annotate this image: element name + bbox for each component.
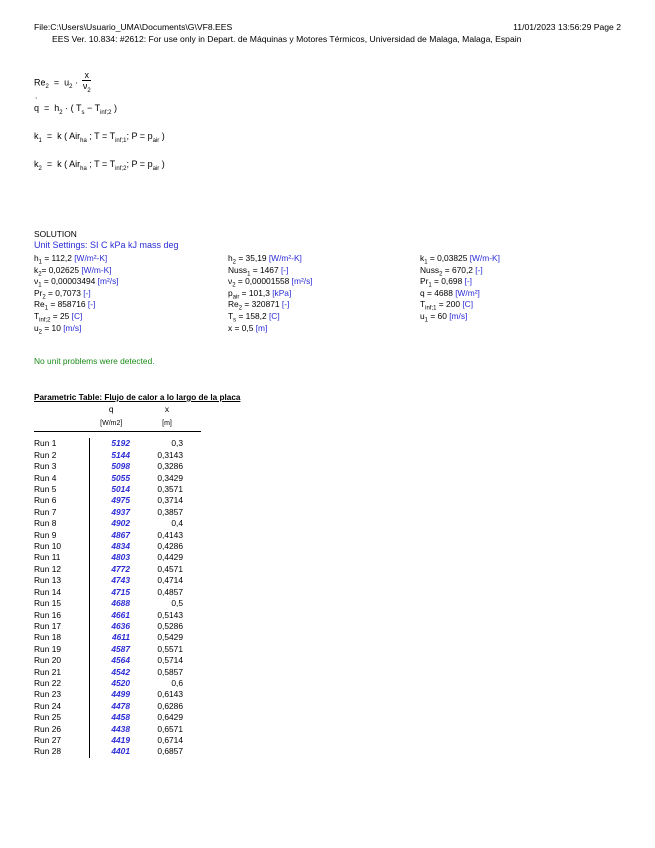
run-label: Run 6 xyxy=(34,495,57,506)
variable-name: Re xyxy=(228,299,239,310)
variable-value: = 60 xyxy=(428,310,450,321)
table-header-row xyxy=(34,404,201,415)
run-label: Run 8 xyxy=(34,518,57,529)
run-label: Run 21 xyxy=(34,666,62,677)
run-label: Run 26 xyxy=(34,723,62,734)
run-label: Run 13 xyxy=(34,575,62,586)
variable-name: ˙ q xyxy=(420,288,425,298)
variable-name: T xyxy=(420,299,426,310)
run-label: Run 25 xyxy=(34,712,62,723)
table-row xyxy=(34,438,201,449)
variable-unit: [-] xyxy=(281,299,290,310)
variable-value: = 200 xyxy=(436,299,463,310)
run-label: Run 27 xyxy=(34,734,62,745)
solution-variable xyxy=(34,288,119,300)
x-value: 0,4714 xyxy=(157,575,183,586)
q-value: 4401 xyxy=(90,746,134,757)
table-row xyxy=(34,701,201,712)
unit-x: [m] xyxy=(162,419,172,427)
variable-subscript: 2 xyxy=(38,329,43,336)
run-label: Run 20 xyxy=(34,655,62,666)
variable-value: = 670,2 xyxy=(442,264,476,275)
table-row xyxy=(34,518,201,529)
run-label: Run 1 xyxy=(34,438,57,449)
variable-value: = 0,00003494 xyxy=(41,276,98,287)
variable-subscript: 2 xyxy=(232,259,237,266)
variable-subscript: 2 xyxy=(38,271,42,278)
variable-value: = 0,02625 xyxy=(41,264,82,275)
solution-variable xyxy=(228,299,313,311)
table-row xyxy=(34,746,201,757)
run-label: Run 14 xyxy=(34,586,62,597)
x-value: 0,4857 xyxy=(157,586,183,597)
variable-name: Pr xyxy=(34,287,43,298)
x-value: 0,3857 xyxy=(157,506,183,517)
variable-name: k xyxy=(34,264,39,275)
variable-subscript: 2 xyxy=(232,282,236,289)
x-value: 0,6714 xyxy=(157,734,183,745)
table-row xyxy=(34,541,201,552)
x-value: 0,4429 xyxy=(157,552,183,563)
variable-value: = 0,698 xyxy=(431,276,465,287)
q-value: 5014 xyxy=(90,484,134,495)
variable-subscript: 1 xyxy=(38,259,43,266)
table-row xyxy=(34,689,201,700)
variable-subscript: 1 xyxy=(424,317,429,324)
run-label: Run 24 xyxy=(34,700,62,711)
variable-unit: [C] xyxy=(462,299,474,310)
q-value: 4542 xyxy=(90,667,134,678)
run-label: Run 22 xyxy=(34,677,62,688)
q-value: 4419 xyxy=(90,735,134,746)
run-label: Run 16 xyxy=(34,609,62,620)
solution-column-3 xyxy=(420,253,500,323)
solution-variable xyxy=(420,288,500,300)
variable-subscript: 1 xyxy=(424,259,428,266)
table-row xyxy=(34,484,201,495)
table-row xyxy=(34,530,201,541)
run-label: Run 18 xyxy=(34,632,62,643)
solution-variable xyxy=(228,265,313,277)
solution-variable xyxy=(34,311,119,323)
run-label: Run 15 xyxy=(34,598,62,609)
variable-value: = 10 xyxy=(42,322,64,333)
variable-unit: [-] xyxy=(83,287,91,298)
equation-reynolds: $Re_2 = u_2$ · $\frac{x}{\nu_2}$ xyxy=(34,70,91,94)
table-row xyxy=(34,655,201,666)
solution-column-2 xyxy=(228,253,313,334)
x-value: 0,3571 xyxy=(157,484,183,495)
x-value: 0,6857 xyxy=(157,746,183,757)
run-label: Run 5 xyxy=(34,484,57,495)
solution-variable xyxy=(420,253,500,265)
q-value: 4478 xyxy=(90,701,134,712)
variable-unit: [W/m-K] xyxy=(81,264,112,275)
x-value: 0,5857 xyxy=(157,666,183,677)
q-value: 4688 xyxy=(90,598,134,609)
x-value: 0,5143 xyxy=(157,609,183,620)
variable-value: = 320871 xyxy=(242,299,282,310)
variable-unit: [-] xyxy=(464,276,473,287)
variable-name: h xyxy=(228,253,233,263)
run-label: Run 7 xyxy=(34,506,57,517)
table-row xyxy=(34,735,201,746)
table-row xyxy=(34,667,201,678)
variable-subscript: 1 xyxy=(428,282,432,289)
table-row xyxy=(34,552,201,563)
solution-variable xyxy=(228,253,313,265)
x-value: 0,4143 xyxy=(157,529,183,540)
x-value: 0,3714 xyxy=(157,495,183,506)
variable-unit: [-] xyxy=(475,264,483,275)
x-value: 0,5714 xyxy=(157,655,183,666)
x-value: 0,5 xyxy=(171,598,183,609)
q-value: 4803 xyxy=(90,552,134,563)
variable-name: k xyxy=(420,253,425,263)
table-row xyxy=(34,610,201,621)
variable-unit: [W/m²] xyxy=(455,287,480,298)
solution-variable xyxy=(34,276,119,288)
variable-value: = 0,00001558 xyxy=(235,276,292,287)
q-value: 5055 xyxy=(90,473,134,484)
variable-name: T xyxy=(34,310,40,321)
variable-subscript: s xyxy=(233,317,237,324)
variable-name: x xyxy=(228,322,233,333)
variable-name: p xyxy=(228,287,233,298)
variable-name: ν xyxy=(34,276,39,287)
variable-name: T xyxy=(228,310,234,321)
q-value: 4834 xyxy=(90,541,134,552)
variable-subscript: inf;2 xyxy=(39,317,51,324)
equation-k1: $k_1 = k$ ( Air$_{ha}$ ; $T = T_{inf;1}$; $P = p_{air}$ ) xyxy=(34,131,165,144)
q-value: 4564 xyxy=(90,655,134,666)
variable-value: = 25 xyxy=(50,310,72,321)
solution-variable xyxy=(228,288,313,300)
variable-unit: [m] xyxy=(255,322,268,333)
run-label: Run 17 xyxy=(34,620,62,631)
q-value: 4772 xyxy=(90,564,134,575)
variable-unit: [m²/s] xyxy=(97,276,119,287)
x-value: 0,3143 xyxy=(157,449,183,460)
solution-variable xyxy=(420,299,500,311)
run-label: Run 28 xyxy=(34,746,62,757)
q-value: 4458 xyxy=(90,712,134,723)
table-row xyxy=(34,644,201,655)
solution-variable xyxy=(420,276,500,288)
variable-name: ν xyxy=(228,276,233,287)
variable-value: = 1467 xyxy=(250,264,281,275)
variable-unit: [m/s] xyxy=(449,310,468,321)
q-value: 4520 xyxy=(90,678,134,689)
table-row xyxy=(34,473,201,484)
q-value: 4867 xyxy=(90,530,134,541)
variable-value: = 101,3 xyxy=(239,287,273,298)
table-row xyxy=(34,587,201,598)
run-label: Run 11 xyxy=(34,552,61,563)
file-path: File:C:\Users\Usuario_UMA\Documents\G\VF8.EES xyxy=(34,22,233,32)
solution-column-1 xyxy=(34,253,119,334)
variable-value: = 4688 xyxy=(424,287,456,298)
variable-unit: [C] xyxy=(71,310,83,321)
header-x: x xyxy=(164,404,170,414)
variable-unit: [W/m-K] xyxy=(469,253,500,263)
variable-subscript: inf;1 xyxy=(425,306,437,313)
x-value: 0,3 xyxy=(171,438,183,449)
variable-subscript: 1 xyxy=(38,282,42,289)
x-value: 0,5429 xyxy=(157,632,183,643)
x-value: 0,4 xyxy=(171,518,183,529)
x-value: 0,3286 xyxy=(157,461,183,472)
table-row xyxy=(34,507,201,518)
run-label: Run 9 xyxy=(34,529,57,540)
variable-subscript: 2 xyxy=(439,271,443,278)
variable-subscript: 2 xyxy=(42,294,46,301)
parametric-table-title: Parametric Table: Flujo de calor a lo largo de la placa xyxy=(34,393,241,402)
variable-name: Nuss xyxy=(228,264,248,275)
variable-unit: [-] xyxy=(87,299,96,310)
solution-variable xyxy=(228,311,313,323)
solution-variable xyxy=(34,253,119,265)
table-row xyxy=(34,450,201,461)
table-row xyxy=(34,724,201,735)
run-label: Run 4 xyxy=(34,472,57,483)
q-value: 5144 xyxy=(90,450,134,461)
variable-unit: [W/m²-K] xyxy=(74,253,108,263)
x-value: 0,5571 xyxy=(157,643,183,654)
run-label: Run 23 xyxy=(34,689,62,700)
variable-subscript: 1 xyxy=(247,271,251,278)
variable-unit: [C] xyxy=(268,310,280,321)
equation-k2: $k_2 = k$ ( Air$_{ha}$ ; $T = T_{inf;2}$; $P = p_{air}$ ) xyxy=(34,159,165,172)
run-label: Run 3 xyxy=(34,461,57,472)
x-value: 0,6286 xyxy=(157,700,183,711)
variable-name: u xyxy=(420,310,425,321)
x-value: 0,3429 xyxy=(157,472,183,483)
header-q: ˙ q xyxy=(109,404,114,415)
variable-name: Pr xyxy=(420,276,429,287)
parametric-table xyxy=(34,404,201,758)
variable-value: = 0,5 xyxy=(232,322,256,333)
variable-unit: [m/s] xyxy=(63,322,82,333)
table-row xyxy=(34,564,201,575)
variable-subscript: air xyxy=(232,294,240,301)
table-row xyxy=(34,461,201,472)
variable-value: = 158,2 xyxy=(236,310,269,321)
solution-variable xyxy=(420,265,500,277)
q-value: 4636 xyxy=(90,621,134,632)
solution-variable xyxy=(34,299,119,311)
variable-unit: [-] xyxy=(280,264,289,275)
table-row xyxy=(34,712,201,723)
q-value: 4902 xyxy=(90,518,134,529)
ees-version: EES Ver. 10.834: #2612: For use only in Depart. de Máquinas y Motores Térmicos, Universidad de Malaga, Malaga, Espain xyxy=(52,34,522,44)
x-value: 0,6429 xyxy=(157,712,183,723)
x-value: 0,6 xyxy=(171,677,183,688)
table-row xyxy=(34,678,201,689)
unit-settings: Unit Settings: SI C kPa kJ mass deg xyxy=(34,240,179,250)
unit-q: [W/m2] xyxy=(100,419,123,427)
q-value: 4611 xyxy=(90,632,134,643)
variable-name: Nuss xyxy=(420,264,440,275)
variable-subscript: 1 xyxy=(44,306,49,313)
variable-value: = 0,03825 xyxy=(427,253,470,263)
variable-value: = 0,7073 xyxy=(45,287,84,298)
variable-unit: [m²/s] xyxy=(291,276,313,287)
table-row xyxy=(34,495,201,506)
table-row xyxy=(34,575,201,586)
x-value: 0,6571 xyxy=(157,723,183,734)
x-value: 0,6143 xyxy=(157,689,183,700)
variable-name: h xyxy=(34,253,39,263)
q-value: 4587 xyxy=(90,644,134,655)
variable-value: = 112,2 xyxy=(42,253,75,263)
q-value: 5192 xyxy=(90,438,134,449)
x-value: 0,5286 xyxy=(157,620,183,631)
q-value: 4975 xyxy=(90,495,134,506)
unit-check-message: No unit problems were detected. xyxy=(34,356,155,366)
solution-variable xyxy=(228,323,313,335)
q-value: 4438 xyxy=(90,724,134,735)
solution-variable xyxy=(420,311,500,323)
datetime-page: 11/01/2023 13:56:29 Page 2 xyxy=(513,22,621,32)
variable-subscript: 2 xyxy=(238,306,243,313)
q-value: 5098 xyxy=(90,461,134,472)
x-value: 0,4571 xyxy=(157,563,183,574)
q-value: 4937 xyxy=(90,507,134,518)
q-value: 4499 xyxy=(90,689,134,700)
table-row xyxy=(34,621,201,632)
run-label: Run 19 xyxy=(34,643,62,654)
solution-variable xyxy=(34,265,119,277)
solution-variable xyxy=(34,323,119,335)
variable-name: u xyxy=(34,322,39,333)
table-row xyxy=(34,632,201,643)
solution-title: SOLUTION xyxy=(34,229,77,239)
x-value: 0,4286 xyxy=(157,541,183,552)
variable-value: = 858716 xyxy=(48,299,88,310)
run-label: Run 10 xyxy=(34,541,62,552)
q-value: 4661 xyxy=(90,610,134,621)
q-value: 4715 xyxy=(90,587,134,598)
variable-unit: [W/m²-K] xyxy=(268,253,302,263)
table-row xyxy=(34,598,201,609)
run-label: Run 2 xyxy=(34,449,57,460)
q-value: 4743 xyxy=(90,575,134,586)
variable-unit: [kPa] xyxy=(272,287,292,298)
run-label: Run 12 xyxy=(34,563,62,574)
solution-variable xyxy=(228,276,313,288)
table-units-row xyxy=(34,415,201,432)
variable-value: = 35,19 xyxy=(236,253,269,263)
equation-heat-flux: ˙ $q = h_2$ · ( $T_s - T_{inf;2}$ ) xyxy=(34,103,117,116)
variable-name: Re xyxy=(34,299,45,310)
